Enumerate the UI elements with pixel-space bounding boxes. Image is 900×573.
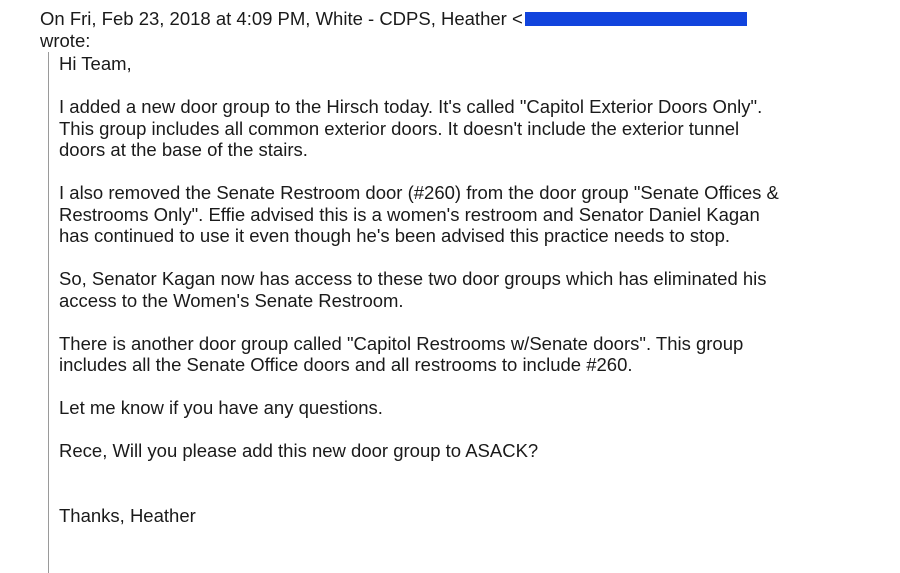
paragraph-line: I also removed the Senate Restroom door (#260) from the door group "Senate Offices & xyxy=(59,182,779,203)
paragraph-access-change xyxy=(59,268,889,311)
quote-attribution-line xyxy=(40,8,880,30)
paragraph-line: access to the Women's Senate Restroom. xyxy=(59,289,404,311)
quote-attribution-wrote: wrote: xyxy=(40,30,91,51)
paragraph-request: Rece, Will you please add this new door group to ASACK? xyxy=(59,440,539,461)
quoted-message-body xyxy=(59,53,889,526)
paragraph-removed-door xyxy=(59,182,889,247)
paragraph-line: Restrooms Only". Effie advised this is a women's restroom and Senator Daniel Kagan xyxy=(59,203,760,225)
paragraph-line: So, Senator Kagan now has access to these two door groups which has eliminated his xyxy=(59,268,767,289)
signoff: Thanks, Heather xyxy=(59,504,196,526)
paragraph-line: doors at the base of the stairs. xyxy=(59,139,308,160)
paragraph-line: There is another door group called "Capitol Restrooms w/Senate doors". This group xyxy=(59,332,744,354)
quote-bar xyxy=(48,52,49,573)
paragraph-new-door-group xyxy=(59,96,889,161)
paragraph-other-door-group xyxy=(59,333,889,376)
paragraph-line: includes all the Senate Office doors and all restrooms to include #260. xyxy=(59,354,633,375)
paragraph-questions: Let me know if you have any questions. xyxy=(59,397,383,418)
paragraph-line: This group includes all common exterior doors. It doesn't include the exterior tunnel xyxy=(59,117,740,139)
quote-attribution-text: On Fri, Feb 23, 2018 at 4:09 PM, White - CDPS, Heather < xyxy=(40,8,523,29)
email-quote-header xyxy=(40,8,880,52)
redacted-email-address xyxy=(525,12,747,26)
paragraph-line: has continued to use it even though he's been advised this practice needs to stop. xyxy=(59,225,731,246)
greeting: Hi Team, xyxy=(59,53,132,74)
paragraph-line: I added a new door group to the Hirsch today. It's called "Capitol Exterior Doors Only". xyxy=(59,96,763,117)
